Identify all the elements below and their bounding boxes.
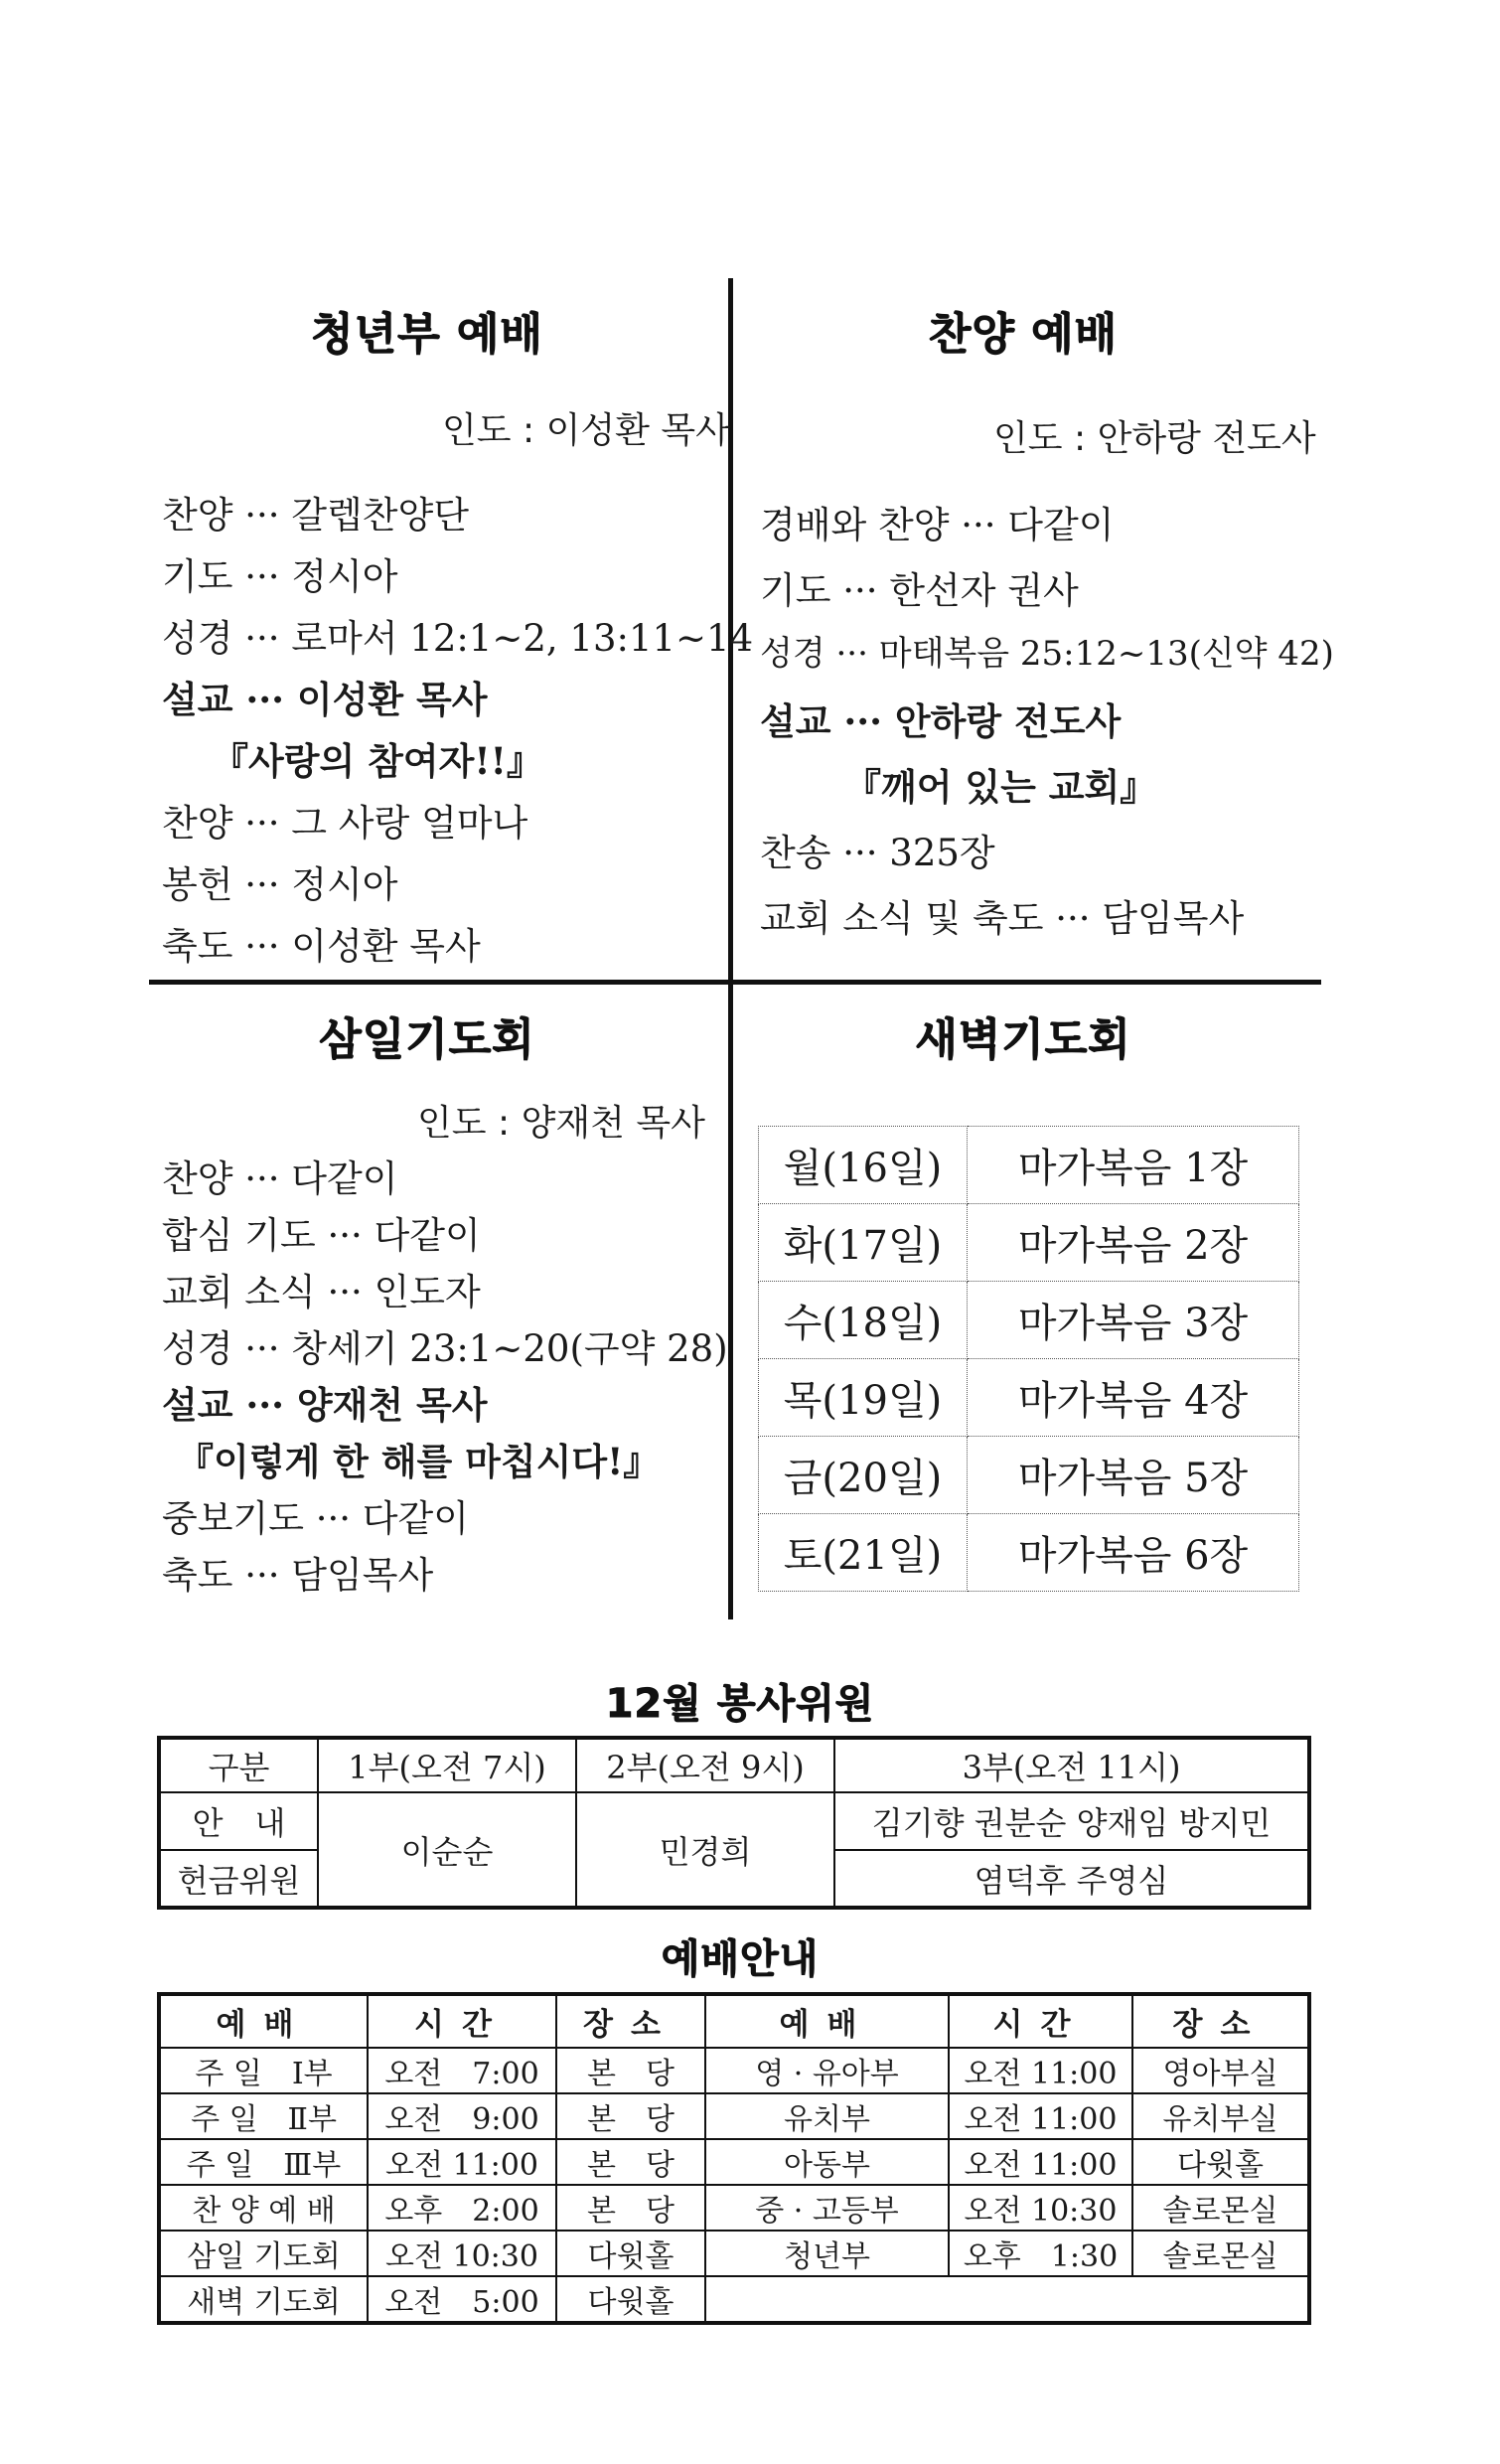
service-name: 주 일 Ⅱ부 bbox=[159, 2093, 368, 2139]
wednesday-service-leader: 인도 : 양재천 목사 bbox=[417, 1103, 705, 1144]
volunteer-row-label: 헌금위원 bbox=[159, 1850, 318, 1908]
volunteer-header: 3부(오전 11시) bbox=[834, 1738, 1309, 1792]
volunteer-row-label: 안 내 bbox=[159, 1792, 318, 1850]
services-header: 시간 bbox=[368, 1994, 556, 2048]
service-name: 주 일 Ⅰ부 bbox=[159, 2048, 368, 2093]
dawn-day: 토(21일) bbox=[759, 1514, 968, 1592]
table-row bbox=[159, 1738, 1309, 1792]
table-row bbox=[159, 2048, 1309, 2093]
volunteers-table bbox=[157, 1736, 1311, 1910]
dawn-reading: 마가복음 5장 bbox=[968, 1437, 1299, 1514]
dawn-reading: 마가복음 6장 bbox=[968, 1514, 1299, 1592]
praise-sermon-title: 『깨어 있는 교회』 bbox=[844, 765, 1157, 809]
youth-service-title: 청년부 예배 bbox=[311, 309, 543, 360]
service-time: 오후 1:30 bbox=[949, 2231, 1132, 2276]
service-time: 오전 9:00 bbox=[368, 2093, 556, 2139]
dawn-reading: 마가복음 1장 bbox=[968, 1127, 1299, 1204]
youth-line: 찬양 ··· 그 사랑 얼마나 bbox=[162, 802, 528, 845]
youth-line: 기도 ··· 정시아 bbox=[162, 555, 398, 598]
services-header: 장소 bbox=[556, 1994, 705, 2048]
service-time: 오전 11:00 bbox=[949, 2093, 1132, 2139]
table-header-row bbox=[159, 1994, 1309, 2048]
table-row bbox=[159, 2139, 1309, 2185]
service-time: 오전 11:00 bbox=[949, 2139, 1132, 2185]
service-time: 오전 10:30 bbox=[368, 2231, 556, 2276]
table-row bbox=[759, 1514, 1299, 1592]
service-time: 오전 11:00 bbox=[949, 2048, 1132, 2093]
volunteer-header: 1부(오전 7시) bbox=[318, 1738, 576, 1792]
dawn-day: 금(20일) bbox=[759, 1437, 968, 1514]
middle-divider bbox=[149, 980, 1321, 985]
youth-line: 봉헌 ··· 정시아 bbox=[162, 863, 398, 906]
praise-line: 설교 ··· 안하랑 전도사 bbox=[760, 699, 1122, 743]
service-name: 유치부 bbox=[705, 2093, 949, 2139]
service-place: 본 당 bbox=[556, 2093, 705, 2139]
services-header: 예배 bbox=[159, 1994, 368, 2048]
youth-service-leader: 인도 : 이성환 목사 bbox=[442, 410, 730, 451]
services-table bbox=[157, 1992, 1311, 2325]
youth-line: 찬양 ··· 갈렙찬양단 bbox=[162, 494, 469, 537]
table-row bbox=[159, 1792, 1309, 1850]
youth-line: 축도 ··· 이성환 목사 bbox=[162, 925, 481, 968]
service-name: 영 · 유아부 bbox=[705, 2048, 949, 2093]
praise-line: 성경 ··· 마태복음 25:12~13(신약 42) bbox=[760, 634, 1334, 674]
service-place: 솔로몬실 bbox=[1132, 2185, 1309, 2231]
table-row bbox=[159, 2185, 1309, 2231]
service-time: 오후 2:00 bbox=[368, 2185, 556, 2231]
wednesday-line: 성경 ··· 창세기 23:1~20(구약 28) bbox=[162, 1327, 728, 1370]
volunteer-service1: 이순순 bbox=[318, 1792, 576, 1908]
praise-line: 교회 소식 및 축도 ··· 담임목사 bbox=[760, 897, 1245, 940]
wednesday-line: 축도 ··· 담임목사 bbox=[162, 1554, 434, 1597]
wednesday-line: 교회 소식 ··· 인도자 bbox=[162, 1271, 481, 1313]
dawn-day: 목(19일) bbox=[759, 1359, 968, 1437]
service-time: 오전 11:00 bbox=[368, 2139, 556, 2185]
service-name: 청년부 bbox=[705, 2231, 949, 2276]
empty-cell bbox=[705, 2276, 1309, 2323]
service-place: 다윗홀 bbox=[556, 2231, 705, 2276]
volunteer-service3-offering: 염덕후 주영심 bbox=[834, 1850, 1309, 1908]
volunteer-service3-guide: 김기향 권분순 양재임 방지민 bbox=[834, 1792, 1309, 1850]
dawn-reading: 마가복음 3장 bbox=[968, 1282, 1299, 1359]
wednesday-line: 합심 기도 ··· 다같이 bbox=[162, 1214, 481, 1257]
service-place: 유치부실 bbox=[1132, 2093, 1309, 2139]
praise-service-title: 찬양 예배 bbox=[928, 309, 1119, 360]
dawn-day: 수(18일) bbox=[759, 1282, 968, 1359]
service-place: 본 당 bbox=[556, 2185, 705, 2231]
wednesday-line: 설교 ··· 양재천 목사 bbox=[162, 1383, 488, 1427]
praise-line: 기도 ··· 한선자 권사 bbox=[760, 569, 1079, 612]
dawn-prayer-table bbox=[758, 1126, 1299, 1592]
service-place: 본 당 bbox=[556, 2048, 705, 2093]
service-name: 찬 양 예 배 bbox=[159, 2185, 368, 2231]
youth-sermon-title: 『사랑의 참여자!!』 bbox=[212, 739, 543, 783]
service-time: 오전 7:00 bbox=[368, 2048, 556, 2093]
youth-line: 설교 ··· 이성환 목사 bbox=[162, 678, 488, 721]
service-place: 영아부실 bbox=[1132, 2048, 1309, 2093]
dawn-day: 화(17일) bbox=[759, 1204, 968, 1282]
wednesday-sermon-title: 『이렇게 한 해를 마칩시다!』 bbox=[177, 1440, 661, 1483]
dawn-day: 월(16일) bbox=[759, 1127, 968, 1204]
dawn-prayer-title: 새벽기도회 bbox=[915, 1014, 1131, 1065]
wednesday-line: 찬양 ··· 다같이 bbox=[162, 1157, 398, 1200]
praise-line: 찬송 ··· 325장 bbox=[760, 832, 995, 874]
wednesday-line: 중보기도 ··· 다같이 bbox=[162, 1497, 469, 1540]
service-name: 아동부 bbox=[705, 2139, 949, 2185]
table-row bbox=[759, 1359, 1299, 1437]
volunteer-header: 2부(오전 9시) bbox=[576, 1738, 834, 1792]
service-place: 본 당 bbox=[556, 2139, 705, 2185]
table-row bbox=[159, 2276, 1309, 2323]
dawn-reading: 마가복음 4장 bbox=[968, 1359, 1299, 1437]
service-name: 중 · 고등부 bbox=[705, 2185, 949, 2231]
table-row bbox=[159, 2093, 1309, 2139]
table-row bbox=[759, 1204, 1299, 1282]
volunteers-title: 12월 봉사위원 bbox=[605, 1681, 875, 1727]
table-row bbox=[159, 2231, 1309, 2276]
services-header: 시간 bbox=[949, 1994, 1132, 2048]
volunteer-service2: 민경희 bbox=[576, 1792, 834, 1908]
service-time: 오전 5:00 bbox=[368, 2276, 556, 2323]
table-row bbox=[759, 1437, 1299, 1514]
service-time: 오전 10:30 bbox=[949, 2185, 1132, 2231]
service-place: 다윗홀 bbox=[556, 2276, 705, 2323]
service-name: 삼일 기도회 bbox=[159, 2231, 368, 2276]
service-name: 주 일 Ⅲ부 bbox=[159, 2139, 368, 2185]
praise-service-leader: 인도 : 안하랑 전도사 bbox=[993, 418, 1316, 459]
services-header: 장소 bbox=[1132, 1994, 1309, 2048]
wednesday-service-title: 삼일기도회 bbox=[319, 1014, 535, 1065]
center-divider-bottom bbox=[728, 984, 733, 1619]
table-row bbox=[759, 1127, 1299, 1204]
dawn-reading: 마가복음 2장 bbox=[968, 1204, 1299, 1282]
services-title: 예배안내 bbox=[661, 1936, 820, 1982]
table-row bbox=[759, 1282, 1299, 1359]
service-place: 솔로몬실 bbox=[1132, 2231, 1309, 2276]
praise-line: 경배와 찬양 ··· 다같이 bbox=[760, 504, 1115, 546]
services-header: 예배 bbox=[705, 1994, 949, 2048]
volunteer-header: 구분 bbox=[159, 1738, 318, 1792]
service-place: 다윗홀 bbox=[1132, 2139, 1309, 2185]
youth-line: 성경 ··· 로마서 12:1~2, 13:11~14 bbox=[162, 617, 754, 660]
service-name: 새벽 기도회 bbox=[159, 2276, 368, 2323]
